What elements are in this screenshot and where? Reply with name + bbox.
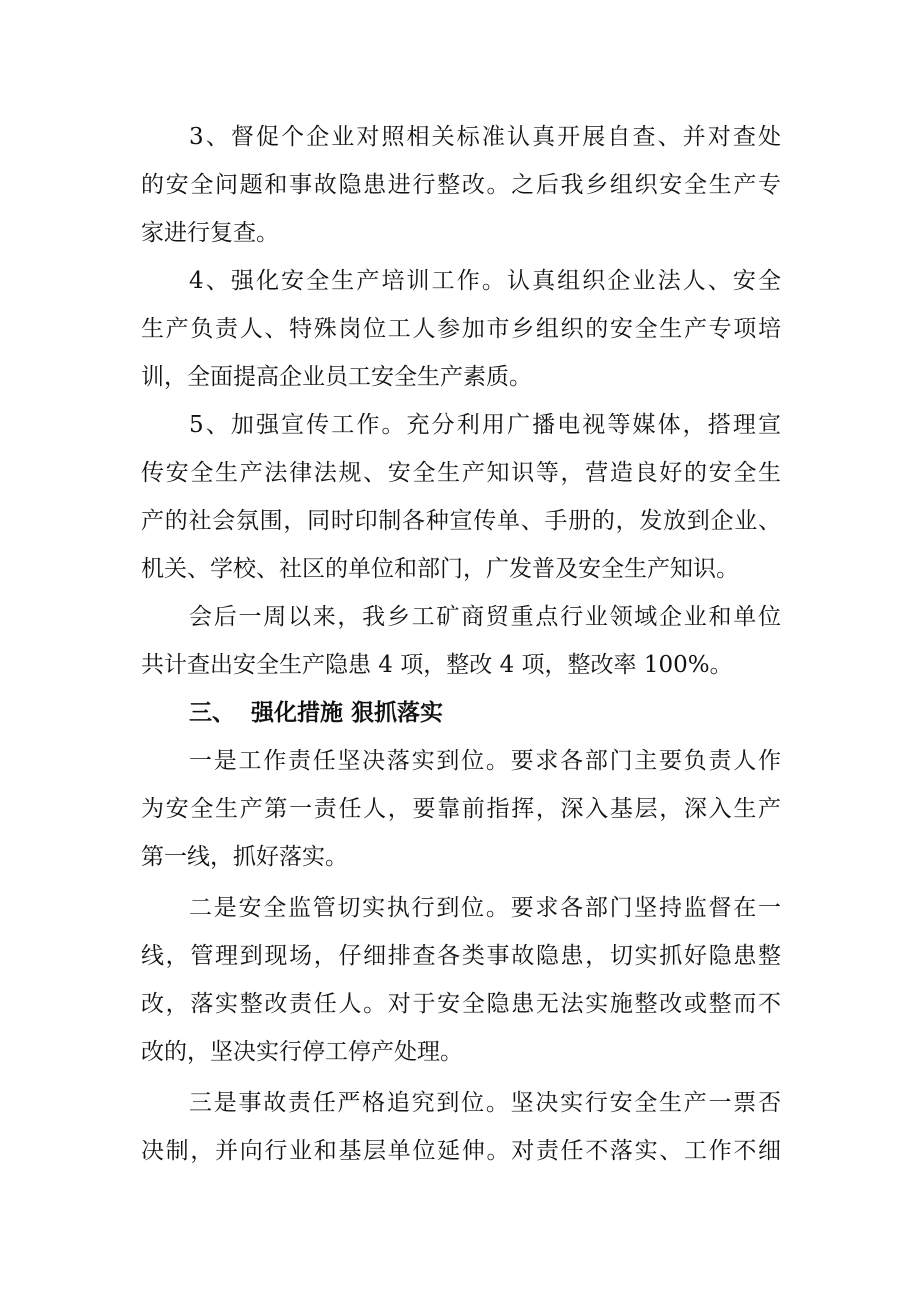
paragraph-line: 家进行复查。 xyxy=(141,220,279,246)
paragraph-line: 产的社会氛围，同时印制各种宣传单、手册的，发放到企业、 xyxy=(141,508,781,534)
paragraph-line: 3、督促个企业对照相关标准认真开展自查、并对查处 xyxy=(189,124,781,150)
paragraph-line: 4、强化安全生产培训工作。认真组织企业法人、安全 xyxy=(189,268,781,294)
paragraph-line: 会后一周以来，我乡工矿商贸重点行业领域企业和单位 xyxy=(189,604,781,630)
paragraph-line: 改的，坚决实行停工停产处理。 xyxy=(141,1039,463,1065)
paragraph-line: 生产负责人、特殊岗位工人参加市乡组织的安全生产专项培 xyxy=(141,316,781,342)
paragraph-line: 改，落实整改责任人。对于安全隐患无法实施整改或整而不 xyxy=(141,991,781,1017)
paragraph-line: 一是工作责任坚决落实到位。要求各部门主要负责人作 xyxy=(189,748,781,774)
paragraph-line: 传安全生产法律法规、安全生产知识等，营造良好的安全生 xyxy=(141,460,781,486)
paragraph-line: 线，管理到现场，仔细排查各类事故隐患，切实抓好隐患整 xyxy=(141,943,781,969)
paragraph-line: 5、加强宣传工作。充分利用广播电视等媒体，搭理宣 xyxy=(189,412,781,438)
paragraph-line: 第一线，抓好落实。 xyxy=(141,844,348,870)
paragraph-line: 机关、学校、社区的单位和部门，广发普及安全生产知识。 xyxy=(141,556,739,582)
paragraph-line: 决制，并向行业和基层单位延伸。对责任不落实、工作不细 xyxy=(141,1138,781,1164)
section-heading: 三、 强化措施 狠抓落实 xyxy=(189,700,444,726)
paragraph-line: 训，全面提高企业员工安全生产素质。 xyxy=(141,364,532,390)
paragraph-line: 共计查出安全生产隐患 4 项，整改 4 项，整改率 100%。 xyxy=(141,652,733,678)
paragraph-line: 三是事故责任严格追究到位。坚决实行安全生产一票否 xyxy=(189,1090,781,1116)
paragraph-line: 为安全生产第一责任人，要靠前指挥，深入基层，深入生产 xyxy=(141,796,781,822)
paragraph-line: 二是安全监管切实执行到位。要求各部门坚持监督在一 xyxy=(189,895,781,921)
paragraph-line: 的安全问题和事故隐患进行整改。之后我乡组织安全生产专 xyxy=(141,172,781,198)
